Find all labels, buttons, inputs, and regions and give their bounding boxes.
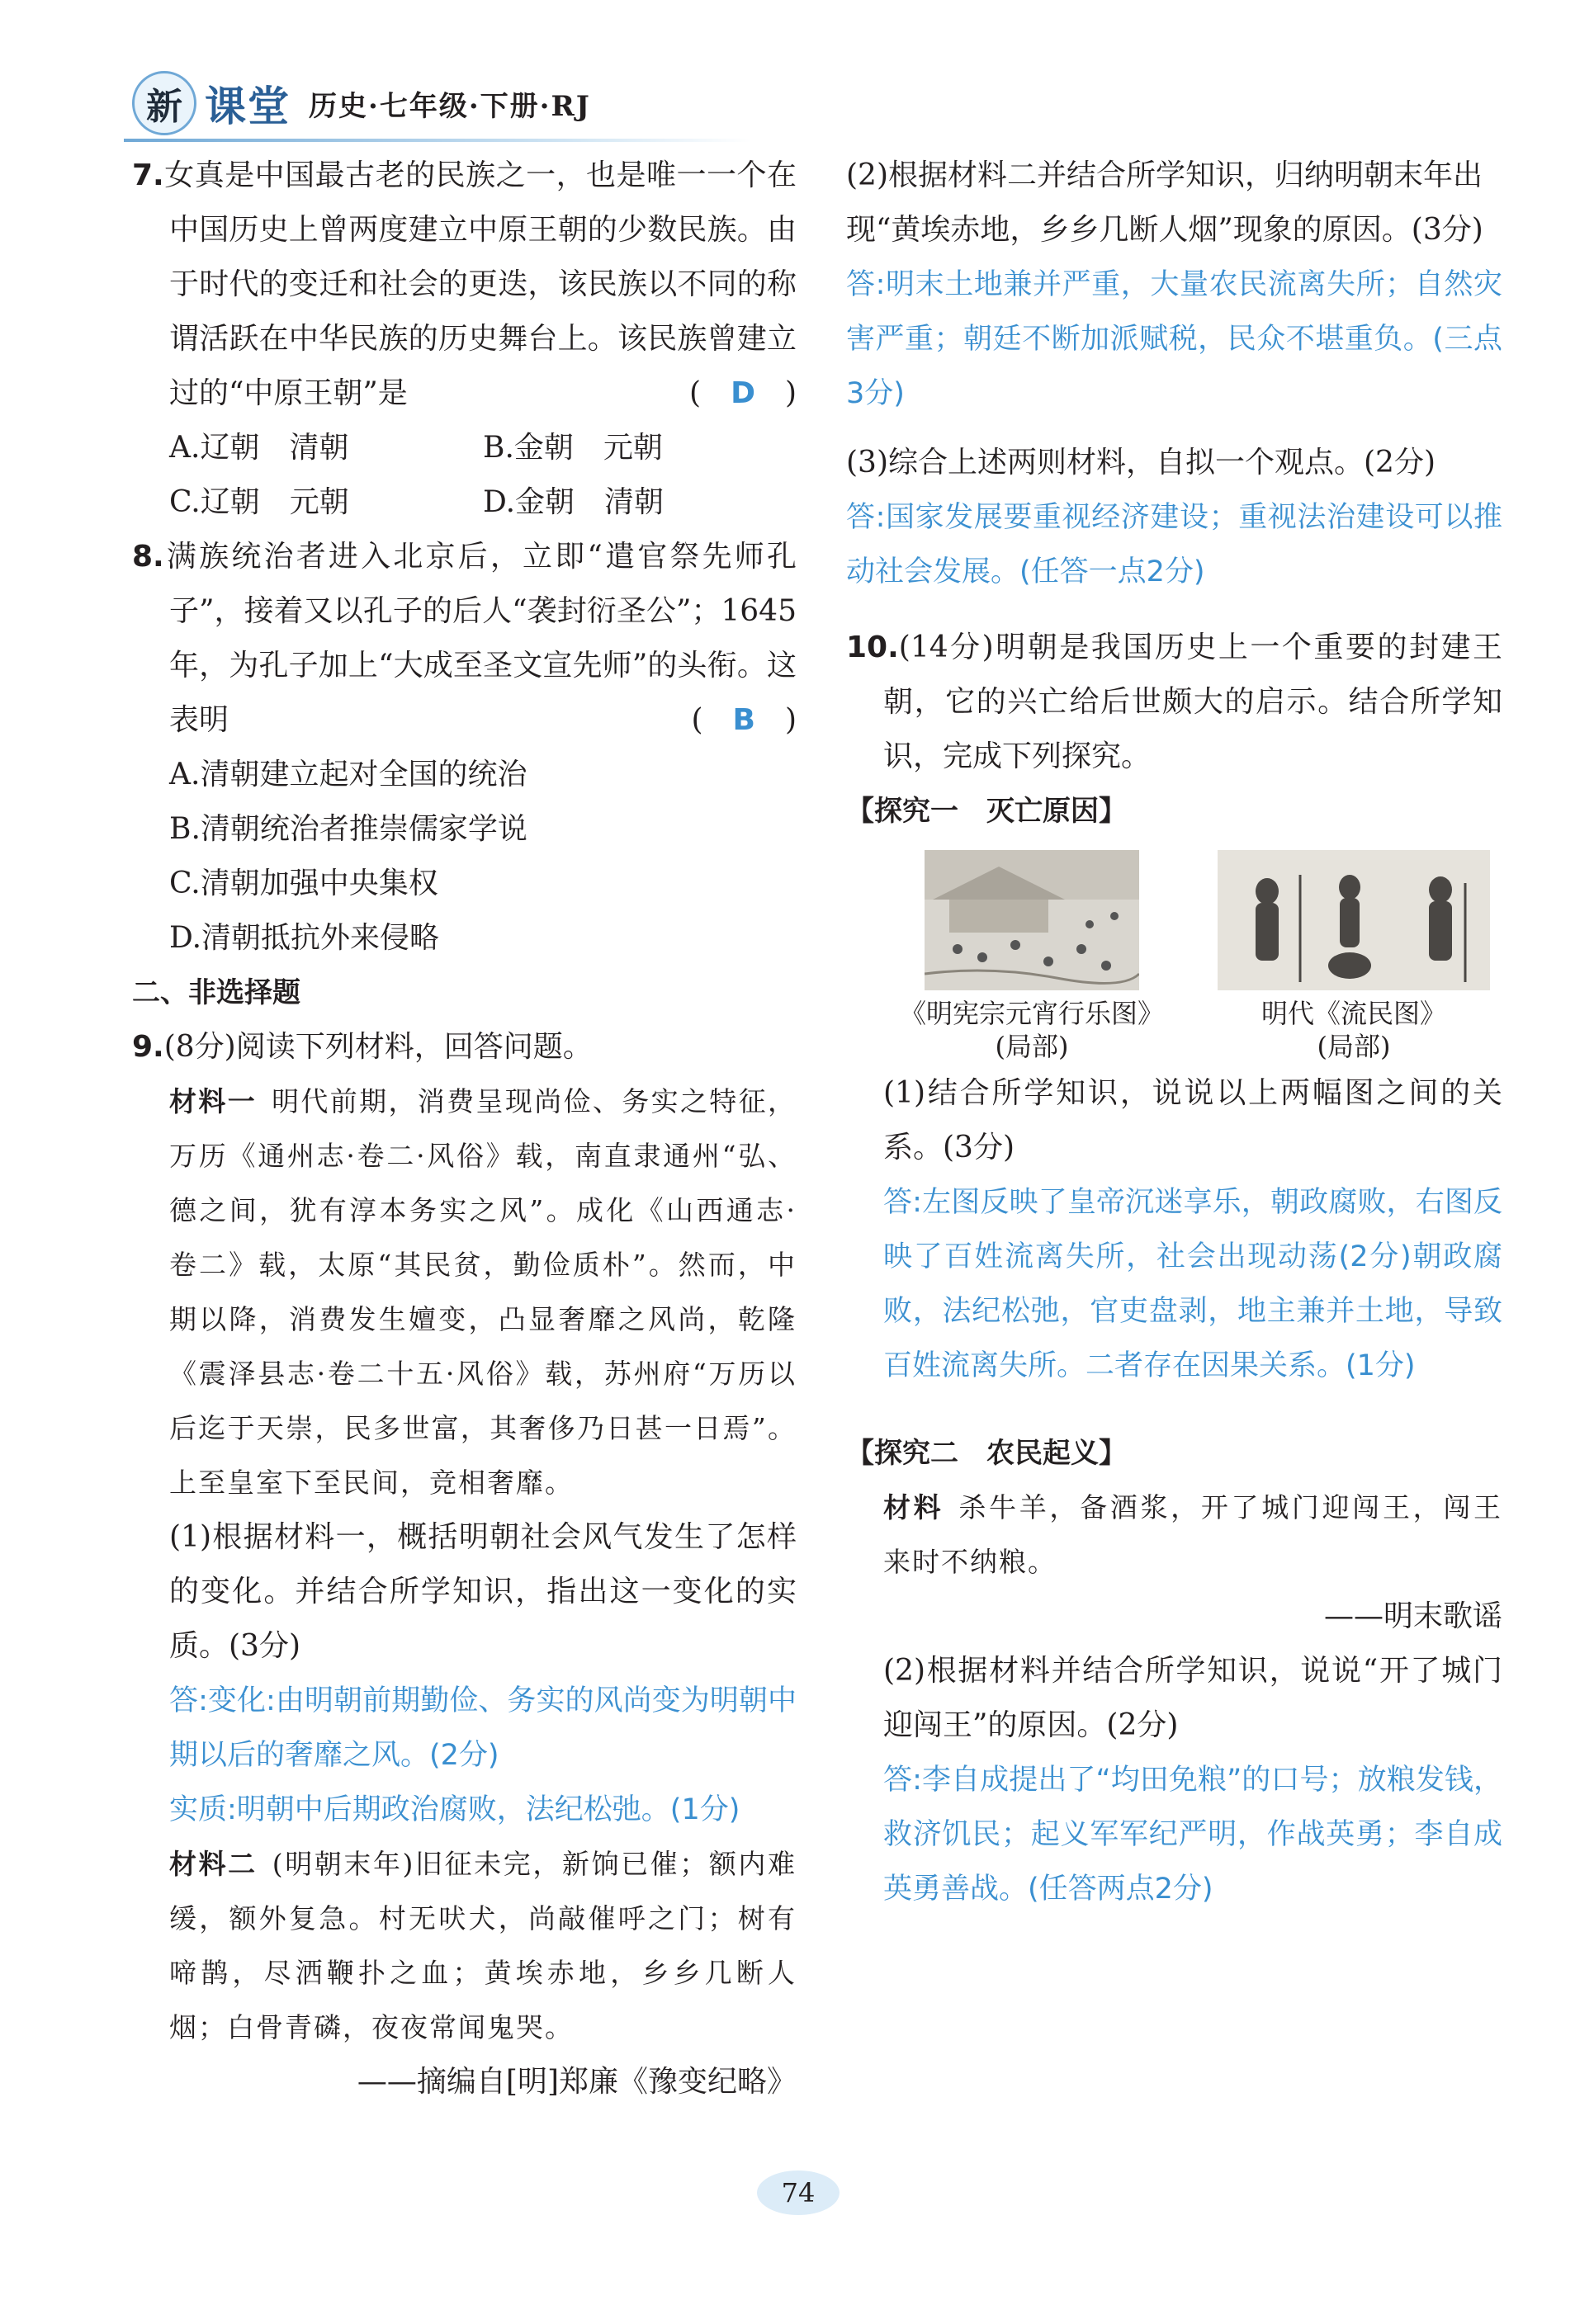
question-intro: (8分)阅读下列材料，回答问题。 [163,1030,593,1064]
logo-char: 新 [132,71,196,135]
answer-10-2: 答:李自成提出了“均田免粮”的口号；放粮发钱，救济饥民；起义军军纪严明，作战英勇；李自成英勇善战。(任答两点2分) [883,1764,1502,1906]
figure-liumin [1205,850,1502,1063]
logo [132,71,291,135]
sub-question-1: (1)根据材料一，概括明朝社会风气发生了怎样的变化。并结合所学知识，指出这一变化的实质。(3分) [169,1520,797,1663]
question-number: 7. [132,158,164,192]
material-source: ——摘编自[明]郑廉《豫变纪略》 [357,2065,797,2099]
material-label: 材料 [883,1491,944,1523]
option-d: D.清朝抵抗外来侵略 [169,921,440,955]
right-column [846,149,1502,1916]
answer-2: 答:明末土地兼并严重，大量农民流离失所；自然灾害严重；朝廷不断加派赋税，民众不堪重负。(三点3分) [846,268,1502,410]
figure-caption: 明代《流民图》 [1261,998,1446,1029]
question-8 [132,530,797,748]
answer-1b: 实质:明朝中后期政治腐败，法纪松弛。(1分) [169,1793,740,1826]
option-b: B.清朝统治者推崇儒家学说 [169,812,527,846]
painting-image [925,850,1139,990]
material-label: 材料二 [169,1848,258,1880]
figure-caption-sub: (局部) [1317,1031,1391,1062]
sub-question-2: (2)根据材料二并结合所学知识，归纳明朝末年出现“黄埃赤地，乡乡几断人烟”现象的原因。(3分) [846,158,1483,247]
page-header [132,70,591,136]
answer-3: 答:国家发展要重视经济建设；重视法治建设可以推动社会发展。(任答一点2分) [846,501,1502,588]
question-number: 8. [132,540,164,574]
answer-1a: 答:变化:由明朝前期勤俭、务实的风尚变为明朝中期以后的奢靡之风。(2分) [169,1684,797,1772]
question-text: 女真是中国最古老的民族之一，也是唯一一个在中国历史上曾两度建立中原王朝的少数民族。由于时代的变迁和社会的更迭，该民族以不同的称谓活跃在中华民族的历史舞台上。该民族曾建立过的“中原王朝”是 [163,158,797,410]
material-text: (明朝末年)旧征未完，新饷已催；额内难缓，额外复急。村无吠犬，尚敲催呼之门；树有啼鹊，尽洒鞭扑之血；黄埃赤地，乡乡几断人烟；白骨青磷，夜夜常闻鬼哭。 [169,1848,797,2043]
option-b: B.金朝 元朝 [483,431,663,465]
sub-question-3: (3)综合上述两则材料，自拟一个观点。(2分) [846,446,1436,479]
sub-question-10-1: (1)结合所学知识，说说以上两幅图之间的关系。(3分) [883,1076,1502,1164]
inquiry-heading-2: 【探究二 农民起义】 [846,1437,1127,1470]
question-10 [846,621,1502,784]
material-text: 杀牛羊，备酒浆，开了城门迎闯王，闯王来时不纳粮。 [883,1491,1503,1578]
painting-image [1218,850,1490,990]
material-source: ——明末歌谣 [1323,1599,1502,1633]
option-d: D.金朝 清朝 [483,485,665,519]
figure-caption-sub: (局部) [995,1031,1069,1062]
material-2 [132,1837,797,2055]
option-a: A.辽朝 清朝 [169,431,349,465]
answer-10-1: 答:左图反映了皇帝沉迷享乐，朝政腐败，右图反映了百姓流离失所，社会出现动荡(2分)朝政腐败，法纪松弛，官吏盘剥，地主兼并土地，导致百姓流离失所。二者存在因果关系。(1分) [883,1186,1502,1382]
header-divider [124,139,751,142]
question-7 [132,149,797,421]
material-text: 明代前期，消费呈现尚俭、务实之特征，万历《通州志·卷二·风俗》载，南直隶通州“弘、德之间，犹有淳本务实之风”。成化《山西通志·卷二》载，太原“其民贫，勤俭质朴”。然而，中期以降，消费发生嬗变，凸显奢靡之风尚，乾隆《震泽县志·卷二十五·风俗》载，苏州府“万历以后迄于天崇，民多世富，其奢侈乃日甚一日焉”。上至皇室下至民间，竞相奢靡。 [169,1085,797,1499]
answer-bracket: ( B ) [691,703,797,737]
page-footer [757,2170,840,2220]
option-a: A.清朝建立起对全国的统治 [169,758,527,791]
option-c: C.辽朝 元朝 [169,485,349,519]
figure-row [846,850,1502,1063]
figure-caption: 《明宪宗元宵行乐图》 [899,998,1164,1029]
question-number: 10. [846,631,899,664]
material-label: 材料一 [169,1085,258,1117]
question-text: 满族统治者进入北京后，立即“遣官祭先师孔子”，接着又以孔子的后人“袭封衍圣公”；1645年，为孔子加上“大成至圣文宣先师”的头衔。这表明 [163,540,797,737]
options-7 [132,421,797,530]
page-number: 74 [757,2170,840,2215]
answer-letter: D [731,376,755,410]
header-subtitle: 历史·七年级·下册·RJ [309,89,591,123]
answer-letter: B [732,703,755,737]
question-number: 9. [132,1030,164,1064]
inquiry-heading-1: 【探究一 灭亡原因】 [846,795,1127,828]
option-c: C.清朝加强中央集权 [169,867,438,900]
sub-question-10-2: (2)根据材料并结合所学知识，说说“开了城门迎闯王”的原因。(2分) [883,1654,1502,1742]
figure-yuanxiao [883,850,1180,1063]
left-column [132,149,797,2109]
question-intro: (14分)明朝是我国历史上一个重要的封建王朝，它的兴亡给后世颇大的启示。结合所学知识，完成下列探究。 [883,631,1502,773]
material-1 [132,1075,797,1510]
material-10 [846,1481,1502,1589]
logo-text: 课堂 [205,82,291,130]
answer-bracket: ( D ) [689,376,797,410]
question-9 [132,1020,797,1075]
section-heading: 二、非选择题 [132,976,300,1009]
